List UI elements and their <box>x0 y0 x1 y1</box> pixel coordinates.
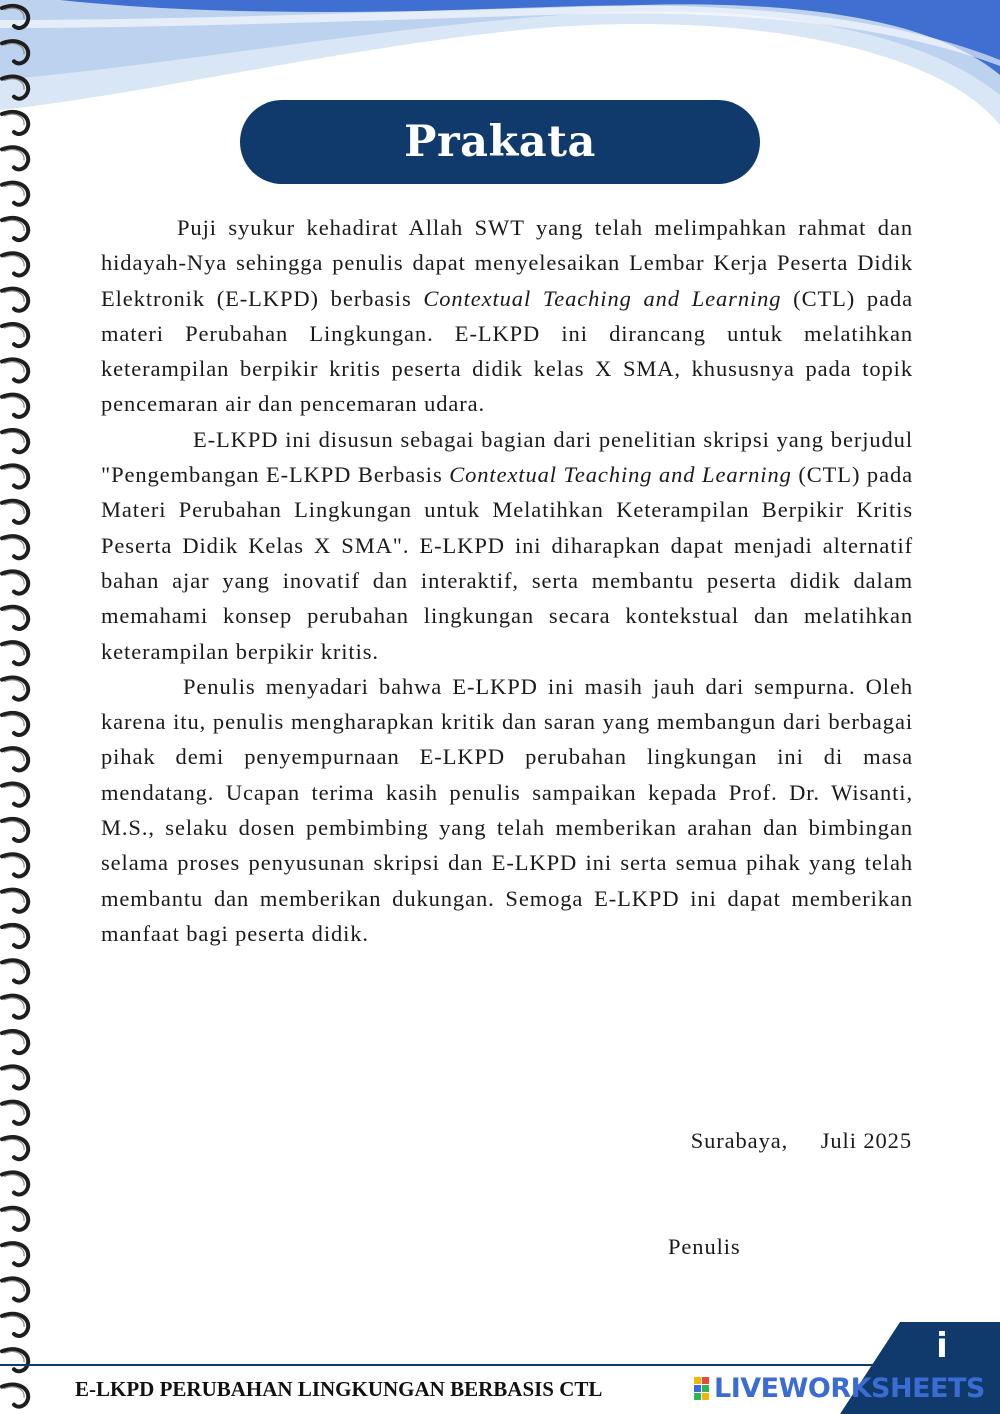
spiral-ring <box>2 218 28 240</box>
paragraph-2-text-b: (CTL) pada Materi Perubahan Lingkungan untuk Melatihkan Keterampilan Berpikir Kritis Peserta Didik Kelas X SMA". E-LKPD ini diharapkan dapat menjadi alternatif bahan ajar yang inovatif dan interaktif, serta membantu peserta didik dalam memahami konsep perubahan lingkungan secara kontekstual dan melatihkan keterampilan berpikir kritis. <box>101 462 914 664</box>
spiral-ring <box>2 6 28 28</box>
spiral-ring <box>2 642 28 664</box>
spiral-ring <box>2 183 28 205</box>
spiral-ring <box>2 960 28 982</box>
spiral-ring <box>2 359 28 381</box>
spiral-ring <box>2 1137 28 1159</box>
paragraph-2-italic: Contextual Teaching and Learning <box>449 462 792 488</box>
spiral-ring <box>2 996 28 1018</box>
spiral-ring <box>2 253 28 275</box>
paragraph-3: Penulis menyadari bahwa E-LKPD ini masih jauh dari sempurna. Oleh karena itu, penulis mengharapkan kritik dan saran yang membangun dari berbagai pihak demi penyempurnaan E-LKPD perubahan lingkungan ini di masa mendatang. Ucapan terima kasih penulis sampaikan kepada Prof. Dr. Wisanti, M.S., selaku dosen pembimbing yang telah memberikan arahan dan bimbingan selama proses penyusunan skripsi dan E-LKPD ini serta semua pihak yang telah membantu dan memberikan dukungan. Semoga E-LKPD ini dapat memberikan manfaat bagi peserta didik. <box>101 673 913 946</box>
spiral-ring <box>2 112 28 134</box>
spiral-ring <box>2 890 28 912</box>
footer-title: E-LKPD PERUBAHAN LINGKUNGAN BERBASIS CTL <box>75 1377 603 1401</box>
spiral-ring <box>2 147 28 169</box>
spiral-ring <box>2 748 28 770</box>
author-signature: Penulis <box>668 1234 741 1259</box>
spiral-ring <box>2 607 28 629</box>
spiral-ring <box>2 77 28 99</box>
spiral-ring <box>2 713 28 735</box>
paragraph-1 <box>101 210 913 422</box>
spiral-ring <box>2 925 28 947</box>
spiral-ring <box>2 41 28 63</box>
spiral-ring <box>2 784 28 806</box>
spiral-ring <box>2 324 28 346</box>
spiral-ring <box>2 465 28 487</box>
spiral-ring <box>2 1279 28 1301</box>
spiral-ring <box>2 536 28 558</box>
spiral-ring <box>2 819 28 841</box>
paragraph-2 <box>101 422 913 669</box>
spiral-ring <box>2 395 28 417</box>
spiral-ring <box>2 1172 28 1194</box>
spiral-ring <box>2 289 28 311</box>
liveworksheets-logo[interactable] <box>694 1373 985 1404</box>
paragraph-1-italic: Contextual Teaching and Learning <box>423 285 782 311</box>
spiral-ring <box>2 678 28 700</box>
paragraph-2-text-a: E-LKPD ini disusun sebagai bagian dari penelitian skripsi yang berjudul "Pengembangan E-LKPD Berbasis <box>101 426 913 488</box>
spiral-ring <box>2 501 28 523</box>
spiral-ring <box>2 1349 28 1371</box>
spiral-binding-icon <box>0 0 40 1414</box>
liveworksheets-logo-text: LIVEWORKSHEETS <box>714 1373 985 1404</box>
title-banner <box>240 100 760 184</box>
place-date: Surabaya, Juli 2025 <box>690 1128 912 1153</box>
spiral-ring <box>2 1066 28 1088</box>
spiral-ring <box>2 1314 28 1336</box>
spiral-ring <box>2 1031 28 1053</box>
spiral-ring <box>2 430 28 452</box>
page-number: i <box>936 1326 948 1366</box>
spiral-ring <box>2 1243 28 1265</box>
spiral-ring <box>2 1102 28 1124</box>
liveworksheets-logo-icon <box>694 1377 710 1401</box>
paragraph-1-text-a: Puji syukur kehadirat Allah SWT yang telah melimpahkan rahmat dan hidayah-Nya sehingga penulis dapat menyelesaikan Lembar Kerja Peserta Didik Elektronik (E-LKPD) berbasis <box>101 215 913 311</box>
body-text <box>101 210 913 951</box>
page-title: Prakata <box>404 117 596 167</box>
spiral-ring <box>2 1208 28 1230</box>
spiral-ring <box>2 1385 28 1407</box>
spiral-ring <box>2 572 28 594</box>
paragraph-1-text-b: (CTL) pada materi Perubahan Lingkungan. E-LKPD ini dirancang untuk melatihkan keterampilan berpikir kritis peserta didik kelas X SMA, khususnya pada topik pencemaran air dan pencemaran udara. <box>101 285 913 417</box>
spiral-ring <box>2 854 28 876</box>
